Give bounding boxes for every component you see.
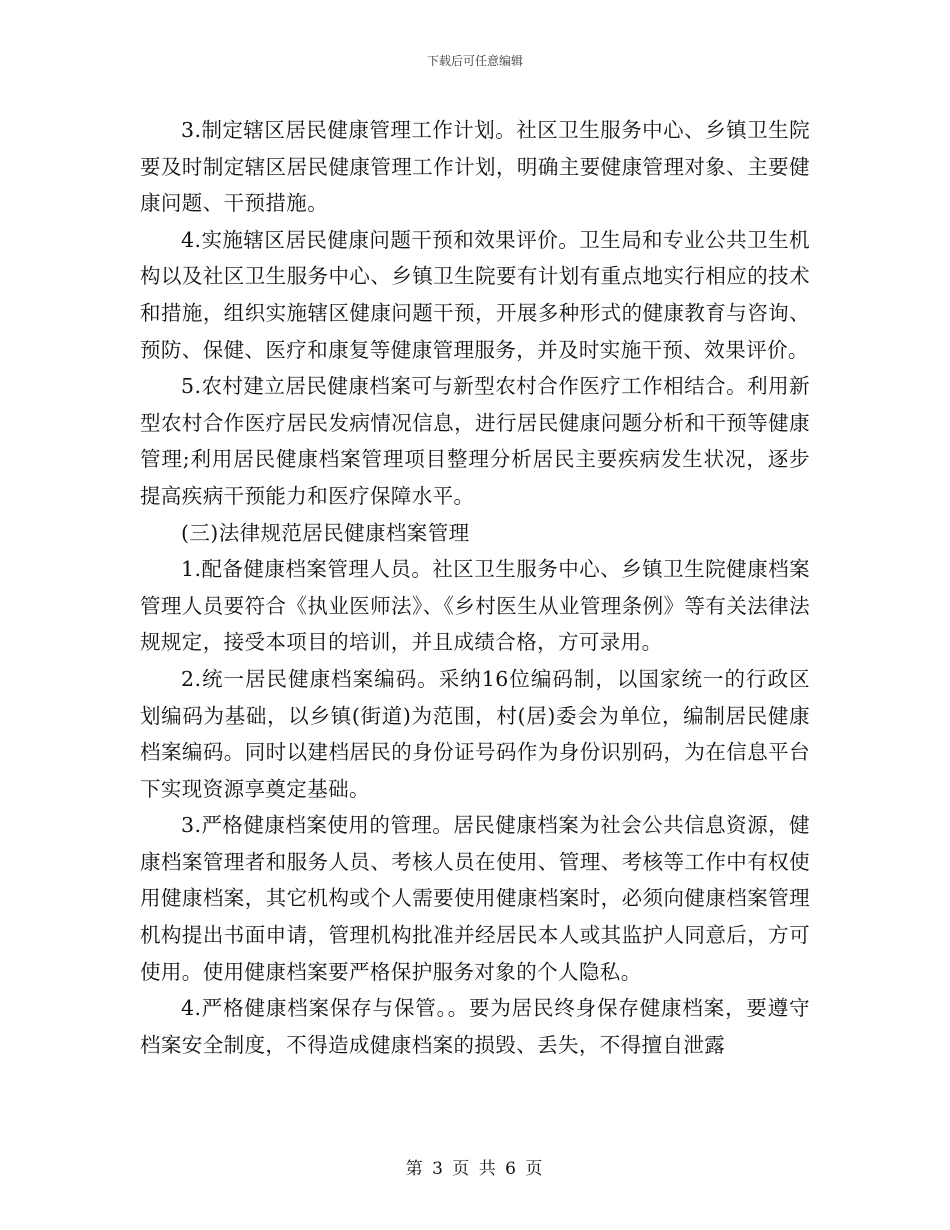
- document-body: [140, 112, 810, 1063]
- page-header-note: 下载后可任意编辑: [426, 54, 523, 68]
- paragraph-staff: 1.配备健康档案管理人员。社区卫生服务中心、乡镇卫生院健康档案管理人员要符合《执业医师法》、《乡村医生从业管理条例》等有关法律法规规定，接受本项目的培训，并且成绩合格，方可录用。: [140, 557, 810, 655]
- page-number: 第 3 页 共 6 页: [405, 1159, 545, 1179]
- paragraph-storage: 4.严格健康档案保存与保管。。要为居民终身保存健康档案，要遵守档案安全制度，不得造成健康档案的损毁、丢失，不得擅自泄露: [140, 996, 810, 1057]
- paragraph-plan: 3.制定辖区居民健康管理工作计划。社区卫生服务中心、乡镇卫生院要及时制定辖区居民健康管理工作计划，明确主要健康管理对象、主要健康问题、干预措施。: [140, 118, 810, 216]
- paragraph-intervention: 4.实施辖区居民健康问题干预和效果评价。卫生局和专业公共卫生机构以及社区卫生服务中心、乡镇卫生院要有计划有重点地实行相应的技术和措施，组织实施辖区健康问题干预，开展多种形式的健康教育与咨询、预防、保健、医疗和康复等健康管理服务，并及时实施干预、效果评价。: [140, 227, 810, 362]
- paragraph-usage: 3.严格健康档案使用的管理。居民健康档案为社会公共信息资源，健康档案管理者和服务人员、考核人员在使用、管理、考核等工作中有权使用健康档案，其它机构或个人需要使用健康档案时，必须向健康档案管理机构提出书面申请，管理机构批准并经居民本人或其监护人同意后，方可使用。使用健康档案要严格保护服务对象的个人隐私。: [140, 813, 810, 984]
- paragraph-rural: 5.农村建立居民健康档案可与新型农村合作医疗工作相结合。利用新型农村合作医疗居民发病情况信息，进行居民健康问题分析和干预等健康管理;利用居民健康档案管理项目整理分析居民主要疾病发生状况，逐步提高疾病干预能力和医疗保障水平。: [140, 374, 810, 508]
- section-heading: (三)法律规范居民健康档案管理: [181, 520, 470, 545]
- paragraph-coding: 2.统一居民健康档案编码。采纳16位编码制，以国家统一的行政区划编码为基础，以乡镇(街道)为范围，村(居)委会为单位，编制居民健康档案编码。同时以建档居民的身份证号码作为身份识别码，为在信息平台下实现资源享奠定基础。: [140, 666, 810, 801]
